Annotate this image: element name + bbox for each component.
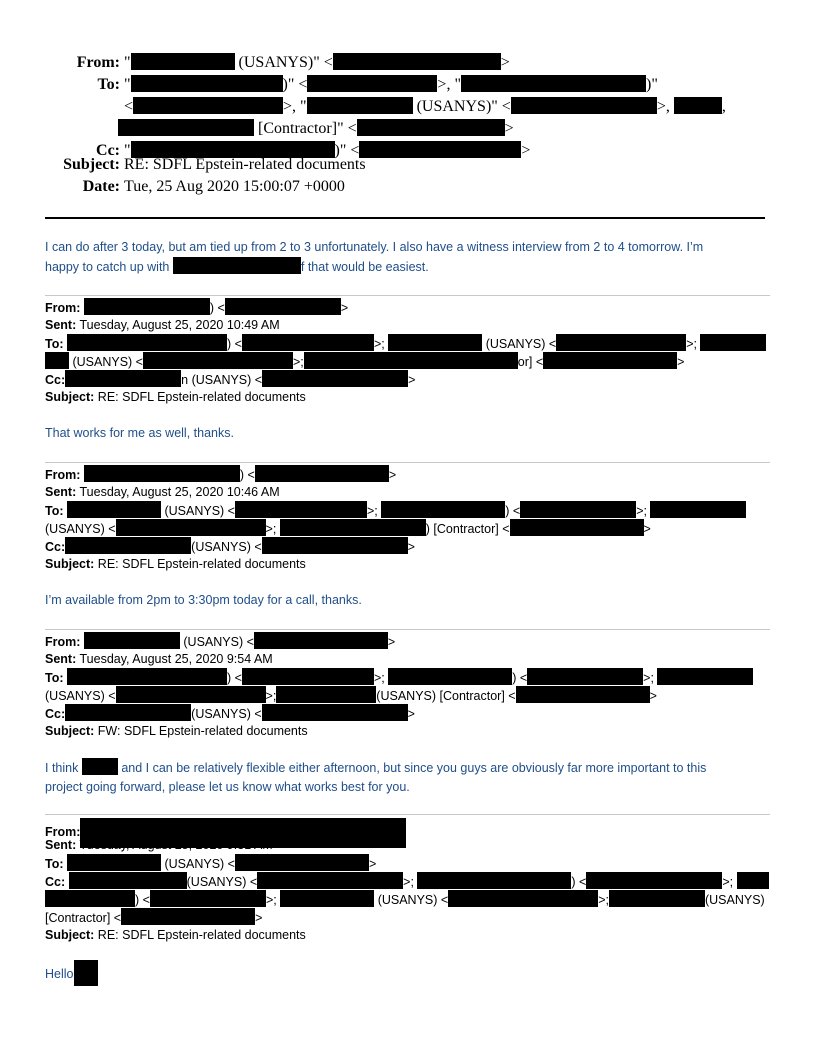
- quoted-subject-line: [45, 555, 775, 573]
- to-contractor: ) [Contractor] <: [425, 522, 510, 536]
- cc-sep: )" <: [334, 142, 360, 159]
- redaction-bar: [511, 97, 657, 114]
- redaction-bar: [121, 908, 255, 925]
- to-label: To:: [45, 337, 64, 351]
- redaction-bar: [737, 872, 769, 889]
- to-sep: )" <: [282, 76, 308, 93]
- header-subject-row: [0, 154, 816, 176]
- redaction-bar: [304, 352, 518, 369]
- header-to-row-2: [0, 96, 816, 118]
- cc-contractor: [Contractor] <: [45, 911, 122, 925]
- redaction-bar: [67, 334, 227, 351]
- header-to-row: [0, 74, 816, 96]
- to-sep: ,: [721, 98, 726, 115]
- redaction-bar: [82, 758, 118, 775]
- subject-label: Subject:: [45, 724, 95, 738]
- to-sep: ) <: [512, 671, 528, 685]
- from-label: From:: [45, 301, 81, 315]
- subject-value: RE: SDFL Epstein-related documents: [97, 557, 306, 571]
- quoted-cc-line: [45, 872, 775, 890]
- from-quote: ": [124, 54, 131, 71]
- header-from-row: [0, 52, 816, 74]
- redaction-bar: [67, 854, 161, 871]
- redaction-bar: [262, 704, 408, 721]
- quoted-subject-line: [45, 388, 775, 406]
- message-body: [45, 960, 775, 986]
- from-end: >: [500, 54, 510, 71]
- message-separator: [45, 462, 770, 463]
- cc-sep: >: [407, 540, 415, 554]
- redaction-bar: [84, 465, 240, 482]
- header-subject-label: Subject:: [63, 156, 120, 173]
- redaction-bar: [448, 890, 598, 907]
- redaction-bar: [116, 519, 266, 536]
- sent-label: Sent:: [45, 838, 77, 852]
- redaction-bar: [131, 75, 283, 92]
- redaction-bar: [700, 334, 766, 351]
- message-body: [45, 591, 775, 610]
- body-text-fragment: and I can be relatively flexible either afternoon, but since you guys are obviously far more important to this: [121, 761, 707, 775]
- to-sep: >;: [643, 671, 654, 685]
- cc-sep: >;: [722, 875, 734, 889]
- redaction-bar: [280, 890, 374, 907]
- redaction-bar: [417, 872, 571, 889]
- quoted-subject-line: [45, 926, 775, 944]
- from-sep: ) <: [209, 301, 225, 315]
- redaction-bar: [116, 686, 266, 703]
- subject-label: Subject:: [45, 557, 95, 571]
- from-sep: >: [388, 468, 397, 482]
- to-label: To:: [45, 671, 64, 685]
- message-body: [45, 758, 775, 797]
- quoted-to-line: [45, 501, 775, 519]
- redaction-bar: [307, 75, 437, 92]
- quoted-message: [45, 632, 775, 740]
- to-org: (USANYS)" <: [416, 98, 511, 115]
- redaction-bar: [225, 298, 341, 315]
- quoted-sent-line: [45, 316, 775, 334]
- cc-org: n (USANYS) <: [181, 373, 263, 387]
- to-quote: ": [124, 76, 131, 93]
- subject-value: RE: SDFL Epstein-related documents: [97, 928, 306, 942]
- quoted-sent-line: [45, 836, 775, 854]
- redaction-bar: [262, 537, 408, 554]
- to-org: (USANYS) <: [164, 504, 235, 518]
- cc-sep: ) <: [135, 893, 150, 907]
- redaction-bar: [520, 501, 636, 518]
- quoted-to-line: [45, 668, 775, 686]
- quoted-sent-line: [45, 650, 775, 668]
- to-org: (USANYS) <: [164, 857, 235, 871]
- redaction-bar: [510, 519, 644, 536]
- redaction-bar: [84, 298, 210, 315]
- redaction-bar: [84, 632, 180, 649]
- quoted-cc-line: [45, 704, 775, 722]
- quoted-to-line-2: [45, 519, 775, 537]
- to-sep: >: [649, 689, 657, 703]
- to-org: (USANYS) <: [72, 355, 143, 369]
- quoted-cc-line-3: [45, 908, 775, 926]
- redaction-bar: [516, 686, 650, 703]
- redaction-bar: [133, 97, 283, 114]
- to-org: (USANYS) <: [45, 522, 116, 536]
- redaction-bar: [118, 119, 254, 136]
- sent-value: Tuesday, August 25, 2020 10:46 AM: [79, 485, 280, 499]
- quoted-to-line: [45, 854, 775, 872]
- message-body: [45, 238, 775, 277]
- redaction-bar: [381, 501, 505, 518]
- to-sep: ) <: [227, 671, 242, 685]
- message-separator: [45, 814, 770, 815]
- body-line: [45, 257, 775, 277]
- body-line: That works for me as well, thanks.: [45, 426, 234, 440]
- redaction-bar: [657, 668, 753, 685]
- to-sep: >;: [367, 504, 378, 518]
- cc-org: (USANYS) <: [191, 540, 262, 554]
- cc-label: Cc:: [45, 707, 66, 721]
- redaction-bar: [235, 854, 369, 871]
- redaction-bar: [69, 872, 187, 889]
- redaction-bar: [543, 352, 677, 369]
- sent-label: Sent:: [45, 652, 77, 666]
- redaction-bar: [609, 890, 705, 907]
- redaction-bar: [276, 686, 376, 703]
- redaction-bar: [150, 890, 266, 907]
- to-sep: ) <: [227, 337, 242, 351]
- body-text-fragment: I think: [45, 761, 79, 775]
- to-sep: >: [504, 120, 514, 137]
- redaction-bar: [527, 668, 643, 685]
- redaction-bar: [143, 352, 293, 369]
- cc-org: (USANYS) <: [191, 707, 262, 721]
- redaction-bar: [333, 53, 501, 70]
- sent-value: Tuesday, August 25, 2020 9:31 AM: [79, 838, 273, 852]
- redaction-bar: [242, 334, 374, 351]
- redaction-bar: [242, 668, 374, 685]
- quoted-from-line: [45, 465, 775, 483]
- redaction-bar: [307, 97, 413, 114]
- quoted-to-line-2: [45, 352, 775, 370]
- to-sep: >;: [265, 522, 277, 536]
- from-sep: ) <: [239, 468, 255, 482]
- to-sep: >;: [636, 504, 647, 518]
- to-sep: <: [124, 98, 134, 115]
- cc-sep: >;: [598, 893, 609, 907]
- redaction-bar: [650, 501, 746, 518]
- quoted-subject-line: [45, 722, 775, 740]
- cc-sep: >: [521, 142, 531, 159]
- header-date-label: Date:: [82, 178, 120, 195]
- message-separator: [45, 295, 770, 296]
- redaction-bar: [461, 75, 646, 92]
- quoted-from-line: [45, 298, 775, 316]
- sent-value: Tuesday, August 25, 2020 10:49 AM: [79, 318, 280, 332]
- redaction-bar: [65, 704, 191, 721]
- quoted-from-line: [45, 632, 775, 650]
- header-to-label: To:: [97, 76, 120, 93]
- to-contractor: [Contractor]" <: [258, 120, 357, 137]
- cc-quote: ": [124, 142, 131, 159]
- body-line: [45, 758, 775, 778]
- to-sep: >;: [686, 337, 697, 351]
- redaction-bar: [65, 537, 191, 554]
- redaction-bar: [45, 890, 135, 907]
- to-contractor: (USANYS) [Contractor] <: [376, 689, 516, 703]
- body-line: I’m available from 2pm to 3:30pm today for a call, thanks.: [45, 593, 362, 607]
- redaction-bar: [357, 119, 505, 136]
- to-label: To:: [45, 857, 64, 871]
- subject-value: RE: SDFL Epstein-related documents: [97, 390, 306, 404]
- to-sep: >: [677, 355, 685, 369]
- redaction-bar: [173, 257, 301, 274]
- from-label: From:: [45, 825, 81, 839]
- quoted-cc-line: [45, 370, 775, 388]
- quoted-to-line-2: [45, 686, 775, 704]
- to-sep: >: [643, 522, 651, 536]
- sent-label: Sent:: [45, 318, 77, 332]
- cc-label: Cc:: [45, 373, 66, 387]
- quoted-from-line: [45, 818, 775, 839]
- redaction-bar: [556, 334, 686, 351]
- quoted-cc-line-2: [45, 890, 775, 908]
- from-sep: >: [387, 635, 396, 649]
- to-sep: >;: [373, 337, 385, 351]
- to-sep: >;: [293, 355, 304, 369]
- subject-value: FW: SDFL Epstein-related documents: [97, 724, 308, 738]
- cc-sep: >;: [403, 875, 414, 889]
- redaction-bar: [674, 97, 722, 114]
- to-sep: >, ": [437, 76, 461, 93]
- quoted-to-line: [45, 334, 775, 352]
- message-separator: [45, 629, 770, 630]
- cc-sep: >: [255, 911, 263, 925]
- cc-sep: >;: [265, 893, 277, 907]
- body-text-fragment: f that would be easiest.: [300, 260, 429, 274]
- body-text-fragment: Hello: [45, 967, 74, 981]
- quoted-message: [45, 465, 775, 573]
- redaction-bar: [254, 632, 388, 649]
- redaction-bar: [67, 501, 161, 518]
- to-label: To:: [45, 504, 64, 518]
- header-to-row-3: [0, 118, 816, 140]
- to-sep: >;: [265, 689, 277, 703]
- to-sep: >: [369, 857, 377, 871]
- body-line: [45, 960, 775, 986]
- to-org: (USANYS) <: [485, 337, 557, 351]
- to-sep: >;: [373, 671, 385, 685]
- message-body: [45, 424, 775, 443]
- redaction-bar: [388, 668, 512, 685]
- cc-label: Cc:: [45, 875, 66, 889]
- cc-org: (USANYS) <: [377, 893, 449, 907]
- redaction-bar: [388, 334, 482, 351]
- redaction-bar: [235, 501, 367, 518]
- redaction-bar: [65, 370, 181, 387]
- body-line: project going forward, please let us know what works best for you.: [45, 780, 410, 794]
- redaction-bar: [131, 53, 235, 70]
- cc-org: (USANYS): [704, 893, 765, 907]
- header-subject-value: RE: SDFL Epstein-related documents: [124, 156, 366, 173]
- from-org: (USANYS) <: [183, 635, 254, 649]
- subject-label: Subject:: [45, 928, 95, 942]
- from-label: From:: [45, 635, 81, 649]
- redaction-bar: [45, 352, 69, 369]
- subject-label: Subject:: [45, 390, 95, 404]
- header-divider: [45, 217, 765, 219]
- header-cc-label: Cc:: [96, 142, 120, 159]
- from-label: From:: [45, 468, 81, 482]
- redaction-bar: [74, 960, 98, 986]
- redaction-bar: [255, 465, 389, 482]
- body-line: I can do after 3 today, but am tied up from 2 to 3 unfortunately. I also have a witness interview from 2 to 4 tomorrow. I’m: [45, 240, 704, 254]
- from-org: (USANYS)" <: [238, 54, 333, 71]
- cc-sep: >: [408, 373, 416, 387]
- from-sep: >: [340, 301, 349, 315]
- quoted-message: [45, 818, 775, 944]
- header-date-value: Tue, 25 Aug 2020 15:00:07 +0000: [124, 178, 345, 195]
- redaction-bar: [280, 519, 426, 536]
- sent-value: Tuesday, August 25, 2020 9:54 AM: [79, 652, 273, 666]
- to-sep: >,: [656, 98, 670, 115]
- quoted-cc-line: [45, 537, 775, 555]
- redaction-bar: [257, 872, 403, 889]
- to-sep: )": [645, 76, 658, 93]
- redaction-bar: [67, 668, 227, 685]
- to-org: (USANYS) <: [45, 689, 116, 703]
- cc-org: (USANYS) <: [186, 875, 258, 889]
- header-date-row: [0, 176, 816, 198]
- sent-label: Sent:: [45, 485, 77, 499]
- redaction-bar: [586, 872, 722, 889]
- to-sep: ) <: [505, 504, 521, 518]
- to-sep: >, ": [283, 98, 307, 115]
- cc-sep: >: [407, 707, 415, 721]
- header-from-label: From:: [76, 54, 120, 71]
- quoted-sent-line: [45, 483, 775, 501]
- cc-label: Cc:: [45, 540, 66, 554]
- redaction-bar: [262, 370, 408, 387]
- body-text-fragment: happy to catch up with: [45, 260, 170, 274]
- to-sep: or] <: [517, 355, 544, 369]
- cc-sep: ) <: [571, 875, 587, 889]
- quoted-message: [45, 298, 775, 406]
